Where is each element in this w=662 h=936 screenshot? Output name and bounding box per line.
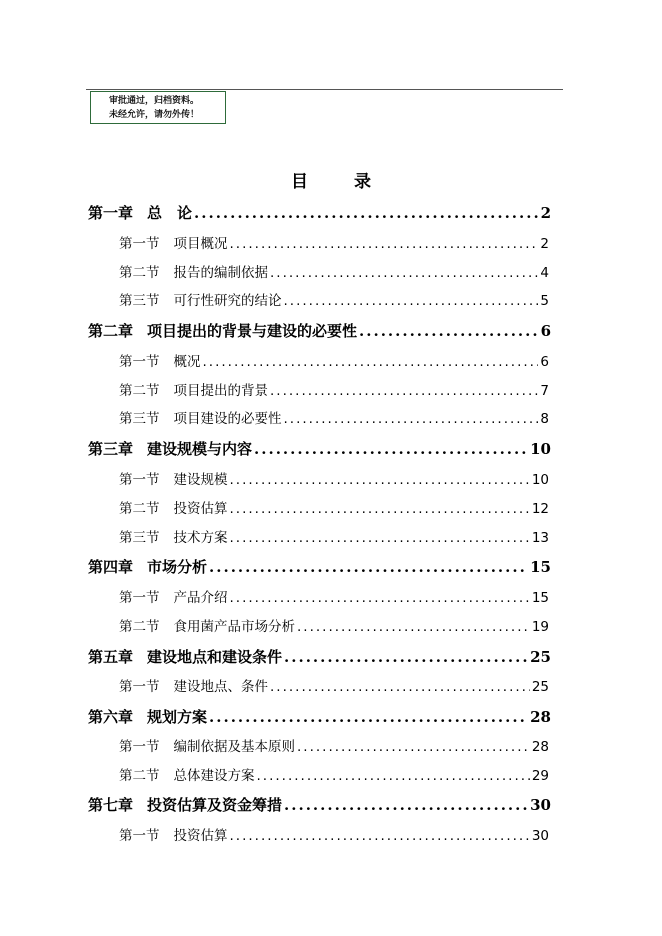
toc-leader-dots	[230, 590, 530, 606]
toc-page-number: 15	[530, 558, 551, 576]
toc-entry-label	[119, 764, 255, 784]
toc-entry-number: 第三章	[88, 440, 134, 458]
toc-chapter-entry[interactable]	[88, 794, 551, 814]
toc-leader-dots	[284, 796, 528, 814]
toc-entry-number: 第四章	[88, 558, 134, 576]
toc-leader-dots	[209, 708, 528, 726]
toc-entry-number: 第二节	[119, 619, 160, 635]
toc-section-entry[interactable]	[119, 586, 549, 604]
toc-entry-title: 报告的编制依据	[173, 265, 268, 281]
toc-entry-title: 总体建设方案	[173, 768, 255, 784]
toc-entry-label	[88, 646, 282, 667]
toc-entry-title: 概况	[173, 354, 201, 370]
toc-entry-label	[119, 615, 295, 635]
toc-leader-dots	[194, 204, 539, 222]
toc-page-number: 29	[531, 768, 549, 784]
toc-page-number: 30	[531, 828, 549, 844]
toc-page-number: 12	[531, 501, 549, 517]
toc-entry-number: 第三节	[119, 411, 160, 427]
toc-leader-dots	[230, 472, 530, 488]
toc-entry-label	[119, 232, 228, 252]
toc-entry-number: 第二节	[119, 768, 160, 784]
toc-entry-number: 第五章	[88, 648, 134, 666]
toc-entry-label	[119, 468, 228, 488]
toc-section-entry[interactable]	[119, 735, 549, 753]
toc-chapter-entry[interactable]	[88, 556, 551, 576]
toc-leader-dots	[284, 648, 528, 666]
toc-page-number: 25	[530, 648, 551, 666]
toc-entry-number: 第一节	[119, 236, 160, 252]
toc-leader-dots	[230, 530, 530, 546]
approval-notice-box	[90, 91, 226, 124]
toc-section-entry[interactable]	[119, 497, 549, 515]
toc-section-entry[interactable]	[119, 764, 549, 782]
toc-section-entry[interactable]	[119, 261, 549, 279]
toc-entry-label	[88, 438, 252, 459]
notice-line-1: 审批通过，归档资料。	[109, 96, 200, 106]
toc-leader-dots	[359, 322, 539, 340]
toc-entry-number: 第一节	[119, 828, 160, 844]
toc-leader-dots	[270, 265, 538, 281]
toc-leader-dots	[270, 383, 538, 399]
toc-chapter-entry[interactable]	[88, 438, 551, 458]
toc-entry-title: 建设地点和建设条件	[147, 648, 283, 666]
toc-entry-title: 项目提出的背景	[173, 383, 268, 399]
toc-entry-number: 第三节	[119, 530, 160, 546]
toc-page-number: 13	[531, 530, 549, 546]
toc-entry-title: 食用菌产品市场分析	[173, 619, 295, 635]
header-rule	[86, 89, 563, 90]
toc-entry-number: 第一节	[119, 354, 160, 370]
toc-leader-dots	[230, 501, 530, 517]
toc-entry-number: 第一节	[119, 472, 160, 488]
toc-page-number: 2	[540, 204, 551, 222]
toc-entry-label	[88, 320, 357, 341]
toc-entry-title: 投资估算及资金筹措	[147, 796, 283, 814]
toc-entry-label	[119, 735, 295, 755]
toc-entry-title: 可行性研究的结论	[173, 293, 282, 309]
toc-section-entry[interactable]	[119, 675, 549, 693]
toc-title: 目 录	[291, 172, 391, 192]
toc-entry-title: 投资估算	[173, 501, 228, 517]
toc-leader-dots	[297, 619, 530, 635]
toc-page-number: 8	[540, 411, 549, 427]
toc-page-number: 5	[540, 293, 549, 309]
toc-entry-title: 总 论	[147, 204, 193, 222]
toc-entry-label	[88, 706, 207, 727]
toc-section-entry[interactable]	[119, 379, 549, 397]
toc-leader-dots	[254, 440, 528, 458]
toc-entry-number: 第二节	[119, 265, 160, 281]
toc-leader-dots	[297, 739, 530, 755]
toc-section-entry[interactable]	[119, 350, 549, 368]
toc-entry-number: 第六章	[88, 708, 134, 726]
toc-entry-label	[119, 497, 228, 517]
toc-chapter-entry[interactable]	[88, 202, 551, 222]
toc-entry-title: 投资估算	[173, 828, 228, 844]
toc-entry-number: 第一章	[88, 204, 134, 222]
toc-entry-title: 项目提出的背景与建设的必要性	[147, 322, 358, 340]
toc-page-number: 2	[540, 236, 549, 252]
toc-entry-label	[88, 794, 282, 815]
toc-page-number: 19	[531, 619, 549, 635]
toc-page-number: 15	[531, 590, 549, 606]
toc-entry-title: 项目建设的必要性	[173, 411, 282, 427]
toc-section-entry[interactable]	[119, 526, 549, 544]
toc-page-number: 30	[530, 796, 551, 814]
toc-entry-title: 建设地点、条件	[173, 679, 268, 695]
toc-page-number: 28	[531, 739, 549, 755]
toc-chapter-entry[interactable]	[88, 320, 551, 340]
toc-entry-number: 第一节	[119, 679, 160, 695]
toc-entry-label	[119, 407, 282, 427]
toc-entry-label	[119, 379, 268, 399]
toc-entry-title: 项目概况	[173, 236, 228, 252]
toc-section-entry[interactable]	[119, 407, 549, 425]
toc-entry-number: 第二节	[119, 383, 160, 399]
toc-page-number: 7	[540, 383, 549, 399]
toc-entry-title: 技术方案	[173, 530, 228, 546]
toc-section-entry[interactable]	[119, 615, 549, 633]
toc-entry-label	[119, 289, 282, 309]
toc-page-number: 25	[531, 679, 549, 695]
toc-entry-number: 第七章	[88, 796, 134, 814]
toc-page-number: 10	[531, 472, 549, 488]
toc-leader-dots	[284, 411, 539, 427]
toc-page-number: 28	[530, 708, 551, 726]
toc-entry-number: 第三节	[119, 293, 160, 309]
toc-entry-label	[119, 586, 228, 606]
toc-leader-dots	[203, 354, 539, 370]
toc-entry-label	[119, 261, 268, 281]
toc-leader-dots	[230, 236, 539, 252]
toc-entry-title: 建设规模与内容	[147, 440, 253, 458]
toc-chapter-entry[interactable]	[88, 646, 551, 666]
toc-entry-number: 第一节	[119, 739, 160, 755]
notice-line-2: 未经允许，请勿外传！	[109, 110, 200, 120]
toc-leader-dots	[284, 293, 539, 309]
toc-leader-dots	[209, 558, 528, 576]
toc-entry-number: 第一节	[119, 590, 160, 606]
toc-section-entry[interactable]	[119, 824, 549, 842]
toc-entry-number: 第二章	[88, 322, 134, 340]
toc-leader-dots	[230, 828, 530, 844]
toc-entry-title: 规划方案	[147, 708, 208, 726]
toc-entry-title: 编制依据及基本原则	[173, 739, 295, 755]
toc-leader-dots	[270, 679, 530, 695]
toc-section-entry[interactable]	[119, 289, 549, 307]
toc-entry-title: 市场分析	[147, 558, 208, 576]
toc-entry-title: 产品介绍	[173, 590, 228, 606]
toc-leader-dots	[257, 768, 530, 784]
toc-entry-label	[119, 675, 268, 695]
toc-entry-label	[88, 556, 207, 577]
toc-page-number: 6	[540, 354, 549, 370]
toc-page-number: 6	[540, 322, 551, 340]
toc-section-entry[interactable]	[119, 232, 549, 250]
toc-page-number: 4	[540, 265, 549, 281]
toc-entry-title: 建设规模	[173, 472, 228, 488]
toc-chapter-entry[interactable]	[88, 706, 551, 726]
toc-entry-label	[119, 824, 228, 844]
toc-section-entry[interactable]	[119, 468, 549, 486]
toc-entry-label	[88, 202, 192, 223]
toc-entry-label	[119, 350, 201, 370]
toc-entry-number: 第二节	[119, 501, 160, 517]
toc-entry-label	[119, 526, 228, 546]
toc-page-number: 10	[530, 440, 551, 458]
